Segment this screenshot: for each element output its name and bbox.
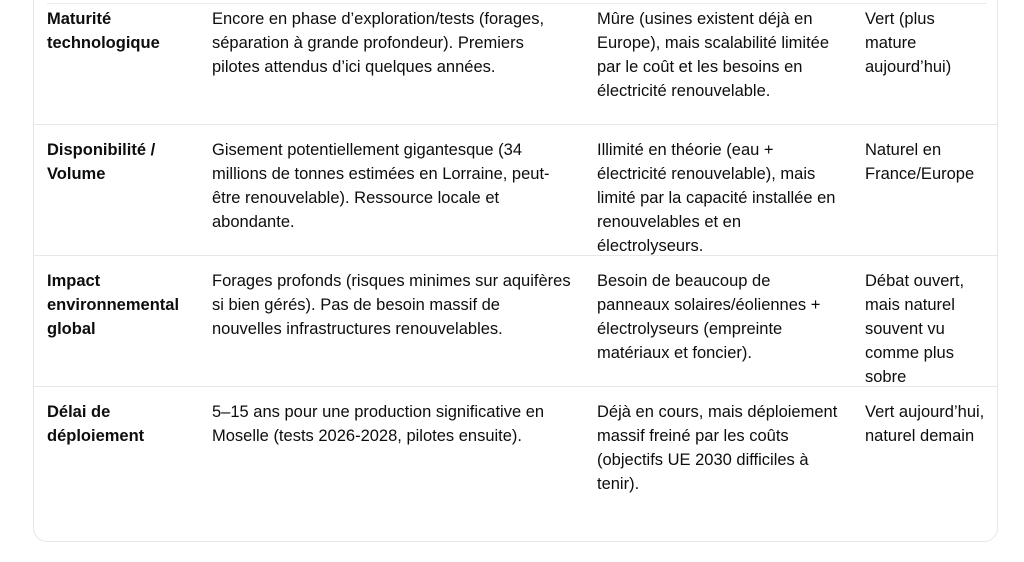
criterion-cell: Délai de déploiement (47, 403, 145, 445)
natural-hydrogen-cell: 5–15 ans pour une production significative en Moselle (tests 2026-2028, pilotes ensuite). (212, 403, 545, 445)
comparison-table-card (33, 0, 998, 542)
green-hydrogen-cell: Besoin de beaucoup de panneaux solaires/éoliennes + électrolyseurs (empreinte matériaux et foncier). (597, 256, 865, 387)
table-row (34, 125, 998, 256)
natural-hydrogen-cell: Gisement potentiellement gigantesque (34 millions de tonnes estimées en Lorraine, peut-être renouvelable). Ressource locale et abondante. (212, 125, 597, 256)
green-hydrogen-cell: Mûre (usines existent déjà en Europe), mais scalabilité limitée par le coût et les besoins en électricité renouvelable. (597, 4, 865, 125)
table-row (34, 4, 998, 125)
green-hydrogen-cell: Déjà en cours, mais déploiement massif freiné par les coûts (objectifs UE 2030 difficiles à tenir). (597, 403, 838, 493)
verdict-cell: Vert (plus mature aujourd’hui) (865, 4, 998, 125)
natural-hydrogen-cell: Forages profonds (risques minimes sur aquifères si bien gérés). Pas de besoin massif de nouvelles infrastructures renouvelables. (212, 256, 597, 387)
criterion-cell: Impact environnemental global (34, 256, 212, 387)
green-hydrogen-cell: Illimité en théorie (eau + électricité renouvelable), mais limité par la capacité installée en renouvelables et en électrolyseurs. (597, 125, 865, 256)
criterion-cell: Maturité technologique (34, 4, 212, 125)
natural-hydrogen-cell: Encore en phase d’exploration/tests (forages, séparation à grande profondeur). Premiers pilotes attendus d’ici quelques années. (212, 4, 597, 125)
verdict-cell: Naturel en France/Europe (865, 125, 998, 256)
criterion-cell: Disponibilité / Volume (34, 125, 212, 256)
verdict-cell: Débat ouvert, mais naturel souvent vu comme plus sobre (865, 256, 998, 387)
table-row (34, 256, 998, 387)
verdict-cell: Vert aujourd’hui, naturel demain (865, 403, 985, 445)
comparison-table (34, 4, 998, 517)
table-row (34, 387, 998, 518)
